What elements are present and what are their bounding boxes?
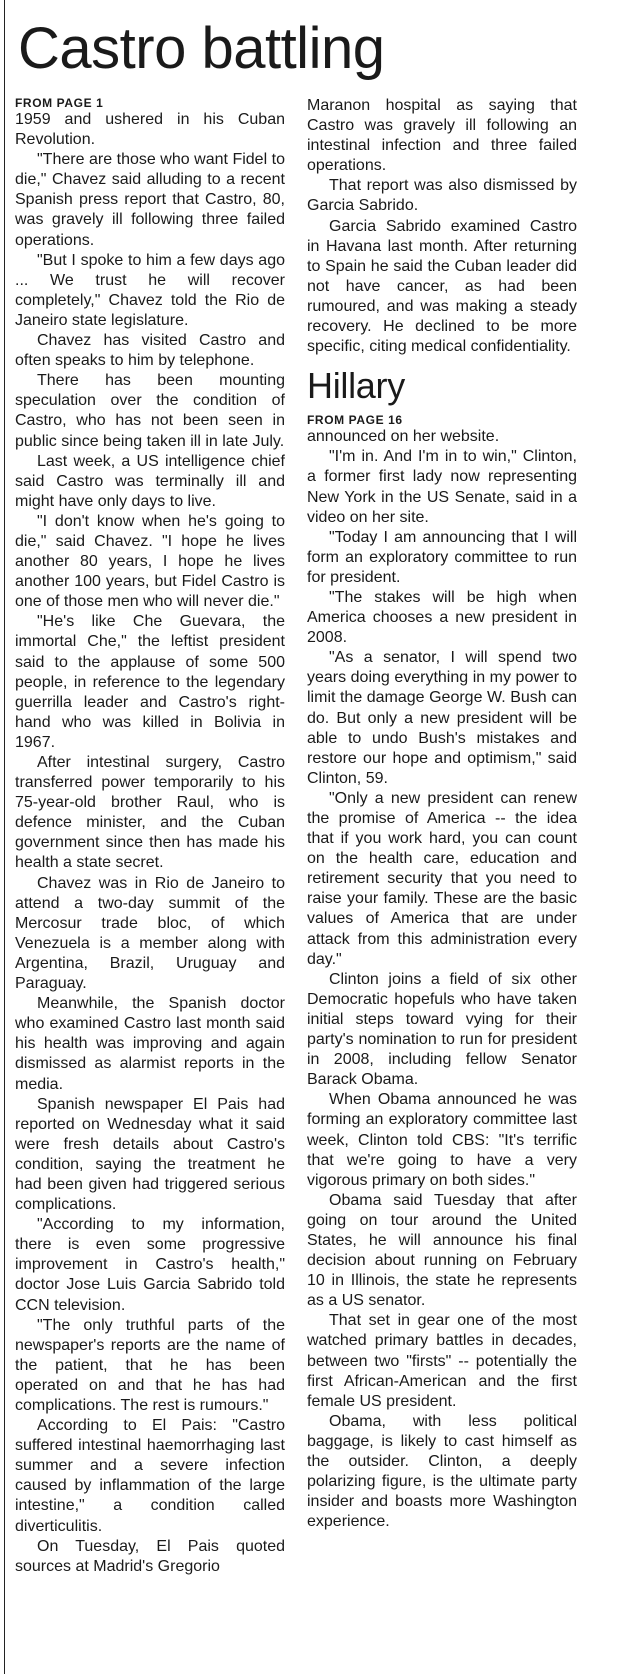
castro-jump-kicker: FROM PAGE 1 [15, 96, 104, 110]
castro-paragraph: Chavez has visited Castro and often speaks to him by telephone. [15, 332, 285, 370]
castro-paragraph: "According to my information, there is even some progressive improvement in Castro's health," doctor Jose Luis Garcia Sabrido told CCN television. [15, 1216, 285, 1314]
hillary-paragraph: When Obama announced he was forming an exploratory committee last week, Clinton told CBS: "It's terrific that we're going to have a very vigorous primary on both sides." [307, 1091, 577, 1189]
hillary-headline: Hillary [307, 365, 405, 407]
castro-headline: Castro battling [18, 16, 385, 81]
hillary-paragraph: "Only a new president can renew the promise of America -- the idea that if you work hard, you can count on the health care, education and retirement security that you need to raise your family. These are the basic values of America that are under attack from this administration every day." [307, 789, 577, 968]
hillary-paragraph: Clinton joins a field of six other Democratic hopefuls who have taken initial steps toward vying for their party's nomination to run for president in 2008, including fellow Senator Barack Obama. [307, 970, 577, 1089]
castro-paragraph: "The only truthful parts of the newspaper's reports are the name of the patient, that he has been operated on and that he has had complications. The rest is rumours." [15, 1316, 285, 1414]
castro-paragraph: After intestinal surgery, Castro transferred power temporarily to his 75-year-old brother Raul, who is defence minister, and the Cuban government since then has made his health a state secret. [15, 754, 285, 872]
castro-paragraph: Chavez was in Rio de Janeiro to attend a two-day summit of the Mercosur trade bloc, of which Venezuela is a member along with Argentina, Brazil, Uruguay and Paraguay. [15, 874, 285, 993]
castro-paragraph: "I don't know when he's going to die," said Chavez. "I hope he lives another 80 years, I hope he lives another 100 years, but Fidel Castro is one of those men who will never die." [15, 512, 285, 611]
hillary-paragraph: Obama said Tuesday that after going on tour around the United States, he will announce his final decision about running on February 10 in Illinois, the state he represents as a US senator. [307, 1191, 577, 1310]
castro-paragraph: There has been mounting speculation over the condition of Castro, who has not been seen in public since being taken ill in late July. [15, 372, 285, 450]
hillary-paragraph: "The stakes will be high when America chooses a new president in 2008. [307, 588, 577, 647]
castro-paragraph: Maranon hospital as saying that Castro was gravely ill following an intestinal infection and three failed operations. [307, 97, 577, 175]
castro-paragraph: 1959 and ushered in his Cuban Revolution. [15, 111, 285, 149]
castro-paragraph: "But I spoke to him a few days ago ... We trust he will recover completely," Chavez told the Rio de Janeiro state legislature. [15, 251, 285, 329]
castro-paragraph: Spanish newspaper El Pais had reported on Wednesday what it said were fresh details about Castro's condition, saying the treatment he had been given had triggered serious complications. [15, 1095, 285, 1214]
castro-column-left [15, 96, 285, 1577]
column-rule [4, 0, 5, 1674]
hillary-paragraph: That set in gear one of the most watched primary battles in decades, between two "firsts" -- potentially the first African-American and the first female US president. [307, 1312, 577, 1410]
hillary-jump-kicker: FROM PAGE 16 [307, 413, 403, 428]
hillary-paragraph: "As a senator, I will spend two years doing everything in my power to limit the damage George W. Bush can do. But only a new president will be able to undo Bush's mistakes and restore our hope and optimism," said Clinton, 59. [307, 649, 577, 787]
castro-paragraph: Meanwhile, the Spanish doctor who examined Castro last month said his health was improving and again dismissed as alarmist reports in the media. [15, 995, 285, 1093]
castro-paragraph: "There are those who want Fidel to die," Chavez said alluding to a recent Spanish press report that Castro, 80, was gravely ill following three failed operations. [15, 151, 285, 249]
hillary-paragraph: Obama, with less political baggage, is likely to cast himself as the outsider. Clinton, a deeply polarizing figure, is the ultimate party insider and boasts more Washington experience. [307, 1412, 577, 1531]
castro-paragraph: "He's like Che Guevara, the immortal Che," the leftist president said to the applause of some 500 people, in reference to the legendary guerrilla leader and Castro's right-hand who was killed in Bolivia in 1967. [15, 613, 285, 751]
hillary-paragraph: "I'm in. And I'm in to win," Clinton, a former first lady now representing New York in the US Senate, said in a video on her site. [307, 448, 577, 526]
hillary-paragraph: announced on her website. [307, 428, 500, 446]
castro-paragraph: Garcia Sabrido examined Castro in Havana last month. After returning to Spain he said the Cuban leader did not have cancer, as had been rumoured, and was making a steady recovery. He declined to be more specific, citing medical confidentiality. [307, 217, 577, 356]
castro-paragraph: According to El Pais: "Castro suffered intestinal haemorrhaging last summer and a severe infection caused by inflammation of the large intestine," a condition called diverticulitis. [15, 1417, 285, 1535]
castro-paragraph: That report was also dismissed by Garcia Sabrido. [307, 177, 577, 215]
right-column [307, 96, 577, 1532]
hillary-paragraph: "Today I am announcing that I will form an exploratory committee to run for president. [307, 528, 577, 586]
castro-paragraph: Last week, a US intelligence chief said Castro was terminally ill and might have only days to live. [15, 452, 285, 510]
castro-paragraph: On Tuesday, El Pais quoted sources at Madrid's Gregorio [15, 1537, 285, 1575]
